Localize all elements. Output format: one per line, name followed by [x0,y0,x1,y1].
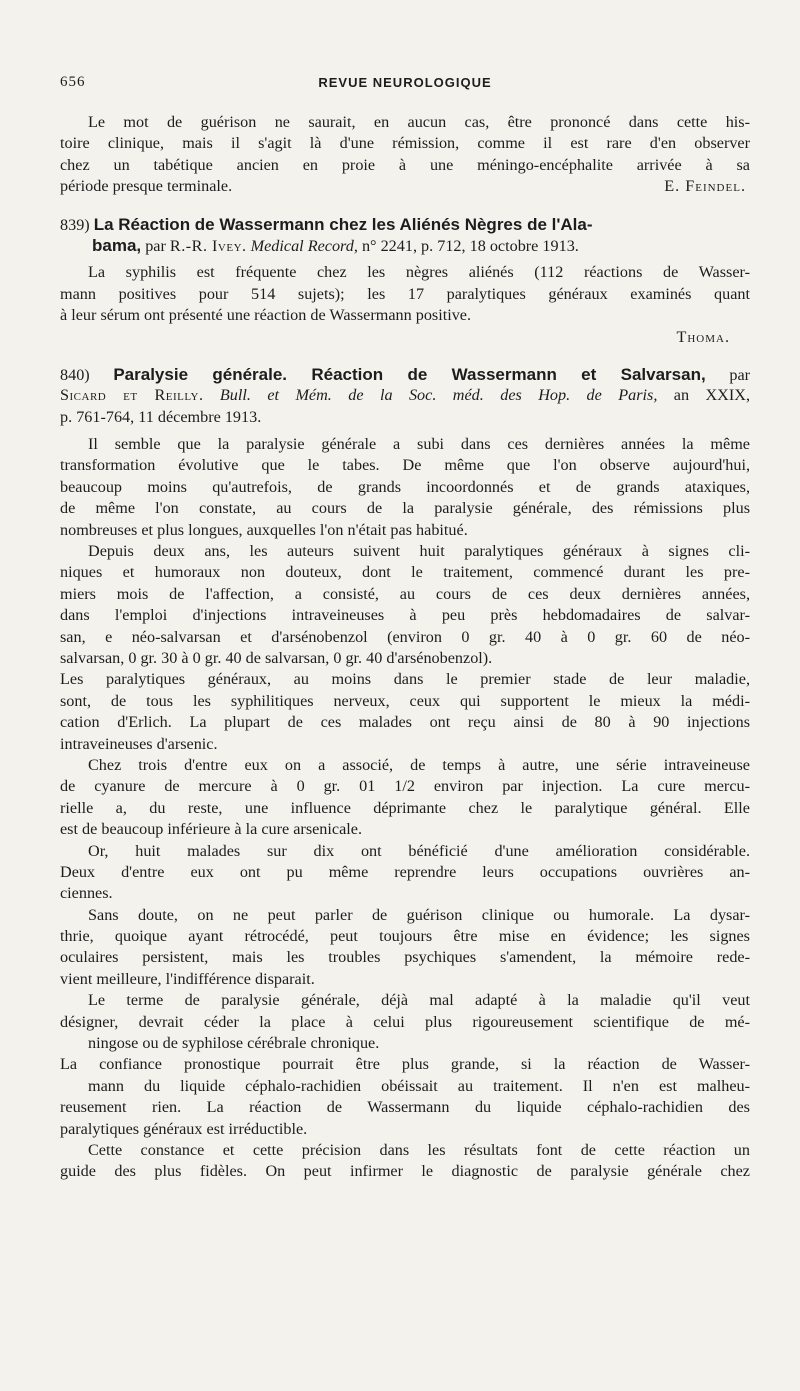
page-body [60,112,750,1183]
article-author: R.-R. Ivey. [169,236,247,255]
body-line [60,176,750,197]
article-840-heading-line-2 [60,385,750,406]
body-line: nombreuses et plus longues, auxquelles l'on n'était pas habitué. [60,520,468,539]
body-line: beaucoup moins qu'autrefois, de grands incoordonnés et de grands ataxiques, [60,477,750,496]
body-line: Il semble que la paralysie générale a subi dans ces dernières années la même [88,435,750,454]
body-line: miers mois de l'affection, a consisté, au cours de ces deux dernières années, [60,584,750,603]
body-line: sont, de tous les syphilitiques nerveux, ceux qui supportent le mieux la médi- [60,691,750,710]
body-line: oculaires persistent, mais les troubles psychiques s'amendent, la mémoire rede- [60,948,750,967]
body-line: à leur sérum ont présenté une réaction de Wassermann positive. [60,306,472,325]
page-header [60,74,750,96]
par-word: par [729,365,750,384]
body-line: thrie, quoique ayant rétrocédé, peut toujours être mise en évidence; les signes [60,927,750,946]
body-line-text: période presque terminale. [60,177,233,196]
article-reference: an XXIX, [673,386,750,405]
body-line: de cyanure de mercure à 0 gr. 01 1/2 environ par injection. La cure mercu- [60,777,750,796]
body-line: Deux d'entre eux ont pu même reprendre leurs occupations ouvrières an- [60,862,750,881]
article-journal: Medical Record, [250,236,358,255]
par-word: par [145,236,166,255]
body-line: Les paralytiques généraux, au moins dans le premier stade de leur maladie, [60,670,750,689]
body-line: Chez trois d'entre eux on a associé, de temps à autre, une série intraveineuse [88,755,750,774]
body-line: salvarsan, 0 gr. 30 à 0 gr. 40 de salvarsan, 0 gr. 40 d'arsénobenzol). [60,648,493,667]
body-line: cation d'Erlich. La plupart de ces malades ont reçu ainsi de 80 à 90 injections [60,713,750,732]
body-line: san, e néo-salvarsan et d'arsénobenzol (environ 0 gr. 40 à 0 gr. 60 de néo- [60,627,750,646]
body-line: mann positives pour 514 sujets); les 17 paralytiques généraux examinés quant [60,284,750,303]
body-line: niques et humoraux non douteux, dont le traitement, commencé durant les pre- [60,563,750,582]
body-line: guide des plus fidèles. On peut infirmer le diagnostic de paralysie générale chez [60,1162,750,1181]
article-number: 840) [60,365,90,384]
body-line: La confiance pronostique pourrait être plus grande, si la réaction de Wasser- [60,1055,750,1074]
signature-line [60,327,750,348]
body-line: ciennes. [60,884,113,903]
page-number: 656 [60,74,86,90]
article-number: 839) [60,215,90,234]
body-line: désigner, devrait céder la place à celui plus rigoureusement scientifique de mé- [60,1012,750,1031]
signature: Thoma. [676,327,730,346]
body-line: vient meilleure, l'indifférence disparait. [60,969,315,988]
article-840-heading-line-1 [60,364,750,385]
body-line: Cette constance et cette précision dans les résultats font de cette réaction un [88,1140,750,1159]
article-839-heading-line-2 [60,235,750,256]
article-reference: n° 2241, p. 712, 18 octobre 1913. [361,236,579,255]
body-line: Le mot de guérison ne saurait, en aucun cas, être prononcé dans cette his- [88,113,750,131]
body-line: Sans doute, on ne peut parler de guérison clinique ou humorale. La dysar- [88,905,750,924]
body-line: Or, huit malades sur dix ont bénéficié d'une amélioration considérable. [88,841,750,860]
body-line: chez un tabétique ancien en proie à une méningo-encéphalite arrivée à sa [60,155,750,174]
body-line: transformation évolutive que le tabes. De même que l'on observe aujourd'hui, [60,456,750,475]
journal-title: REVUE NEUROLOGIQUE [318,75,492,90]
body-line: dans l'emploi d'injections intraveineuses à peu près hebdomadaires de salvar- [60,606,750,625]
signature: E. Feindel. [664,177,746,196]
body-line: reusement rien. La réaction de Wassermann du liquide céphalo-rachidien des [60,1098,750,1117]
body-line: ningose ou de syphilose cérébrale chronique. [88,1034,380,1053]
article-title: La Réaction de Wassermann chez les Aliénés Nègres de l'Ala- [93,214,593,234]
body-line: paralytiques généraux est irréductible. [60,1119,308,1138]
article-840-text [60,434,750,1183]
article-authors: Sicard et Reilly. [60,386,204,405]
body-line: toire clinique, mais il s'agit là d'une rémission, comme il est rare d'en observer [60,134,750,153]
body-line: Le terme de paralysie générale, déjà mal adapté à la maladie qu'il veut [88,991,750,1010]
body-line: intraveineuses d'arsenic. [60,734,218,753]
article-title: Paralysie générale. Réaction de Wassermann et Salvarsan, [113,364,706,384]
article-journal: Bull. et Mém. de la Soc. méd. des Hop. de Paris, [219,386,658,405]
article-839-heading-line-1 [60,214,750,235]
body-line: Depuis deux ans, les auteurs suivent huit paralytiques généraux à signes cli- [88,542,750,561]
body-line: rielle a, du reste, une influence déprimante chez le paralytique général. Elle [60,798,750,817]
body-line: mann du liquide céphalo-rachidien obéissait au traitement. Il n'en est malheu- [88,1076,750,1095]
article-840-heading-line-3: p. 761-764, 11 décembre 1913. [60,407,262,426]
body-line: est de beaucoup inférieure à la cure arsenicale. [60,820,362,839]
article-title-cont: bama, [92,235,142,255]
body-line: La syphilis est fréquente chez les nègres aliénés (112 réactions de Wasser- [88,263,750,282]
body-line: de même l'on constate, au cours de la paralysie générale, des rémissions plus [60,499,750,518]
